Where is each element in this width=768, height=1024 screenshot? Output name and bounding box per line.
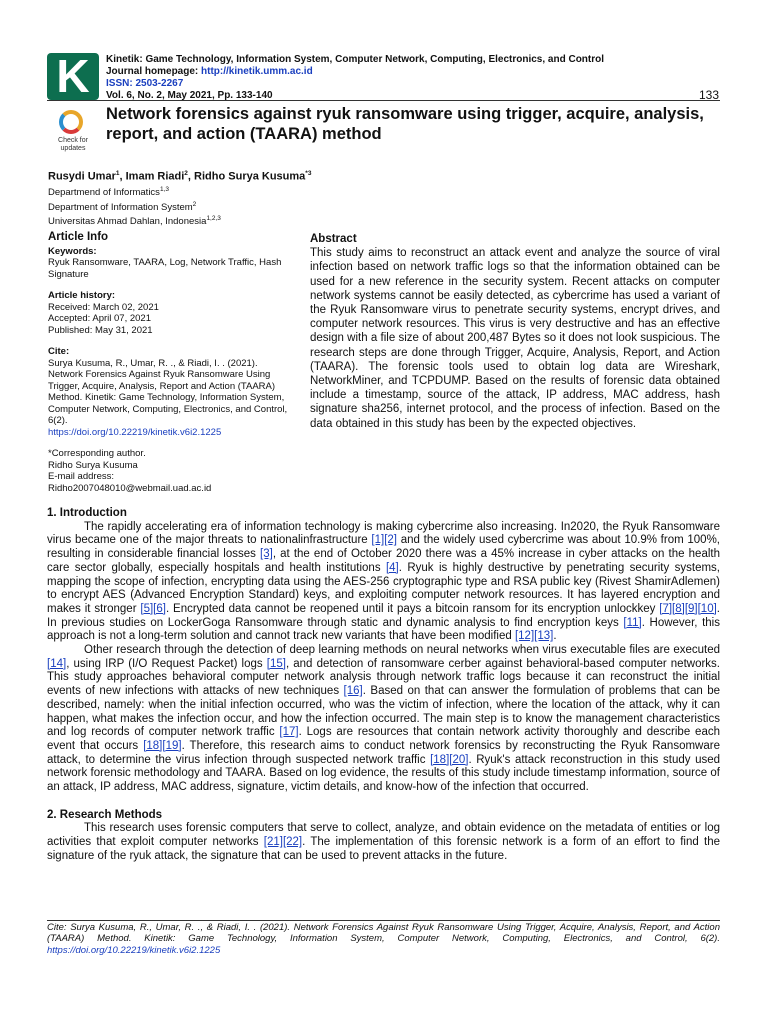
abstract	[310, 232, 720, 431]
citation-link[interactable]: [5][6]	[140, 602, 166, 615]
check-updates-icon	[59, 110, 83, 134]
journal-header	[106, 54, 604, 102]
cite-text: Surya Kusuma, R., Umar, R. ., & Riadi, I. . (2021). Network Forensics Against Ryuk Ransomware Using Trigger, Acquire, Analysis, Report and Action (TAARA) Method. Kinetik: Game Technology, Information System, Computer Network, Computing, Electronics, and Control, 6(2).	[48, 357, 288, 426]
article-info-heading: Article Info	[48, 231, 109, 243]
corresponding-email[interactable]: Ridho2007048010@webmail.uad.ac.id	[48, 482, 212, 494]
published-date: Published: May 31, 2021	[48, 324, 153, 336]
affiliations	[48, 184, 221, 228]
page-number: 133	[698, 88, 719, 102]
section-heading: 1. Introduction	[47, 507, 127, 519]
affiliation: Department of Information System$^2$	[48, 200, 197, 213]
cite-block: Cite: Surya Kusuma, R., Umar, R. ., & Riadi, I. . (2021). Network Forensics Against Ryuk Ransomware Using Trigger, Acquire, Analysis, Report and Action (TAARA) Method. Kinetik: Game Technology, Information System, Computer Network, Computing, Electronics, and Control, 6(2). https://doi.org/10.22219/kinetik.v6i2.1225	[48, 346, 293, 438]
citation-link[interactable]: [16]	[343, 685, 363, 698]
paragraph: The rapidly accelerating era of information technology is making cybercrime also increasing. In2020, the Ryuk Ransomware virus became one of the major threats to nationalinfrastructure [1][2] and the widely used cybercrime was about 10.9% from 100%, resulting in considerable financial losses [3], at the end of October 2020 there was a 45% increase in cyber attacks on the health care sector globally, especially hospitals and health institutions [4]. Ryuk is highly destructive by penetrating security systems, mapping the scope of infection, encrypting data using the AES-256 cryptographic type and RSA public key (Rivest ShamirAdlemen) to encrypt AES (Advanced Encryption Standard) keys, and exploiting computer network resources. It has layered encryption and makes it stronger [5][6]. Encrypted data cannot be reopened until it pays a bitcoin ransom for its encryption unlockkey [7][8][9][10]. In previous studies on LockerGoga Ransomware through static and dynamic analysis to find encryption keys [11]. However, this approach is not a long-term solution and cannot track new variants that have been modified [12][13].	[47, 520, 720, 643]
journal-logo: K	[47, 53, 99, 100]
journal-issn: ISSN: 2503-2267	[106, 78, 184, 89]
header-divider	[47, 100, 720, 101]
section-heading: 2. Research Methods	[47, 808, 163, 821]
citation-link[interactable]: [17]	[279, 726, 299, 739]
citation-link[interactable]: [15]	[266, 657, 286, 670]
citation-link[interactable]: [12][13]	[514, 630, 554, 643]
check-for-updates-badge[interactable]: Check for updates	[47, 108, 99, 156]
affiliation: Universitas Ahmad Dahlan, Indonesia$^{1,2,3}$	[48, 215, 221, 228]
article-info	[48, 232, 293, 504]
author-list: Rusydi Umar$^1$, Imam Riadi$^2$, Ridho Surya Kusuma$^{*3}$	[48, 170, 312, 183]
footer-citation: Cite: Surya Kusuma, R., Umar, R. ., & Riadi, I. . (2021). Network Forensics Against Ryuk Ransomware Using Trigger, Acquire, Analysis, Report, and Action (TAARA) Method. Kinetik: Game Technology, Information System, Computer Network, Computing, Electronics, and Control, 6(2). https://doi.org/10.22219/kinetik.v6i2.1225	[47, 922, 720, 956]
affiliation: Departmend of Informatics$^{1,3}$	[48, 186, 169, 199]
corresponding-block: *Corresponding author. Ridho Surya Kusuma E-mail address: Ridho2007048010@webmail.uad.ac.id	[48, 448, 293, 494]
paragraph: Other research through the detection of deep learning methods on neural networks when virus executable files are executed [14], using IRP (I/O Request Packet) logs [15], and detection of ransomware cerber against behavioral-based computer networks. This study approaches behavioral computer network analysis through network traffic logs because it can reconstruct the initial events of new infections with attacks of new techniques [16]. Based on that can answer the formulation of problems that can be described, namely: when the initial infection occurred, who was the victim of infection, where the location of the attack, why it can happen, what makes the infection occur, and how the infection occurred. The main step is to know the management characteristics and log records of computer network traffic [17]. Logs are resources that contain network activity thoroughly and describe each event that occurs [18][19]. Therefore, this research aims to conduct network forensics by reconstructing the Ryuk Ransomware attack, to determine the virus infection through suspected network traffic [18][20]. Ryuk's attack reconstruction in this study used network forensic methodology and TAARA. Based on log evidence, the results of this study include timestamp information, source of an attack, IP address, MAC address, signature, victim details, and know-how of the infection that occurred.	[47, 644, 721, 794]
citation-link[interactable]: [7][8][9][10]	[659, 602, 717, 615]
accepted-date: Accepted: April 07, 2021	[48, 313, 151, 324]
journal-volume: Vol. 6, No. 2, May 2021, Pp. 133-140	[106, 90, 273, 101]
citation-link[interactable]: [14]	[47, 657, 67, 670]
cite-doi-link[interactable]: https://doi.org/10.22219/kinetik.v6i2.1225	[48, 426, 222, 438]
citation-link[interactable]: [1][2]	[371, 534, 397, 547]
corresponding-author: Ridho Surya Kusuma	[48, 459, 138, 471]
keywords-block: Keywords: Ryuk Ransomware, TAARA, Log, Network Traffic, Hash Signature	[48, 246, 293, 281]
citation-link[interactable]: [18][20]	[430, 753, 469, 766]
citation-link[interactable]: [3]	[260, 548, 273, 561]
abstract-text: This study aims to reconstruct an attack event and analyze the source of viral infection based on network traffic logs so that the information obtained can be used for a new reference in the security system. Recent attacks on computer network systems cannot be easily detected, as cybercrime has used a variant of the Ryuk Ransomware virus to penetrate security systems, encrypt drives, and computer network resources. This virus is very destructive and has an effective design with a file size of about 200,487 Bytes so it does not look suspicious. The research steps are done through Trigger, Acquire, Analysis, Report, and Action (TAARA). The forensic tools used to obtain log data are Wireshark, NetworkMiner, and TCPDUMP. Based on the results of forensic data obtained include a timestamp, source of the attack, IP address, MAC address, hash signature sha256, internet protocol, and the process of infection. Based on the data obtained in this study has been by the expected objectives.	[310, 247, 720, 430]
footer-doi-link[interactable]: https://doi.org/10.22219/kinetik.v6i2.1225	[47, 944, 221, 956]
main-body	[47, 507, 720, 864]
journal-homepage: Journal homepage: http://kinetik.umm.ac.id	[106, 66, 313, 77]
citation-link[interactable]: [21][22]	[263, 836, 303, 849]
history-block: Article history: Received: March 02, 2021 Accepted: April 07, 2021 Published: May 31, 2021	[48, 290, 293, 336]
footer-divider	[47, 920, 720, 921]
journal-name: Kinetik: Game Technology, Information System, Computer Network, Computing, Electronics, and Control	[106, 54, 605, 65]
paper-title: Network forensics against ryuk ransomware using trigger, acquire, analysis, report, and action (TAARA) method	[106, 105, 704, 143]
received-date: Received: March 02, 2021	[48, 301, 159, 313]
abstract-heading: Abstract	[310, 233, 357, 245]
journal-homepage-link[interactable]: http://kinetik.umm.ac.id	[201, 66, 313, 77]
keywords: Ryuk Ransomware, TAARA, Log, Network Traffic, Hash Signature	[48, 257, 282, 280]
citation-link[interactable]: [18][19]	[143, 739, 182, 752]
citation-link[interactable]: [11]	[623, 616, 642, 629]
citation-link[interactable]: [4]	[385, 561, 399, 574]
paragraph: This research uses forensic computers that serve to collect, analyze, and obtain evidence on the metadata of entities or log activities that exploit computer networks [21][22]. The implementation of this forensic network is a form of an effort to find the signature of the ryuk attack, the signature that can be used to prevent attacks in the future.	[47, 822, 721, 862]
